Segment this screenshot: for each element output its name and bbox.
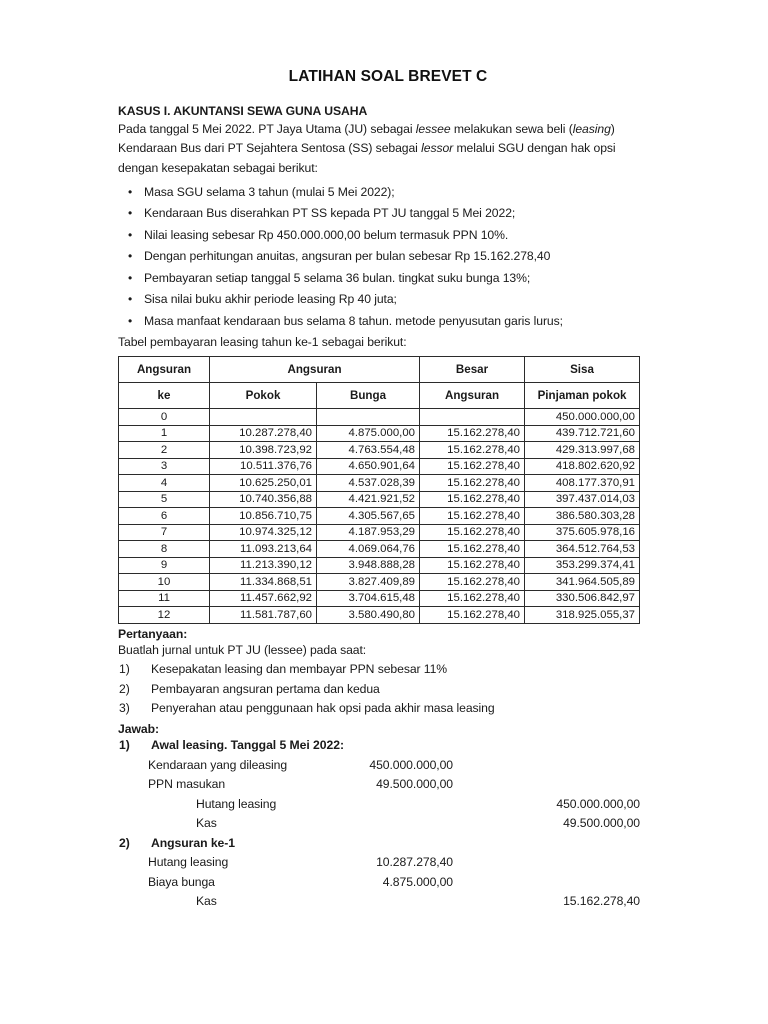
intro-paragraph [118, 120, 658, 178]
cell-besar: 15.162.278,40 [420, 491, 525, 508]
intro-italic-lessor: lessor [421, 141, 454, 156]
cell-sisa: 330.506.842,97 [525, 590, 640, 607]
journal-title-label: Angsuran ke-1 [151, 835, 236, 850]
list-item [118, 225, 658, 247]
list-item [118, 311, 658, 333]
questions-lead: Buatlah jurnal untuk PT JU (lessee) pada saat: [118, 642, 367, 657]
cell-ke: 11 [119, 590, 210, 607]
th-angsuran: Angsuran [420, 383, 525, 409]
journal-line [118, 853, 658, 873]
cell-pokok: 10.856.710,75 [210, 508, 317, 525]
table-row [119, 524, 640, 541]
cell-besar: 15.162.278,40 [420, 475, 525, 492]
list-item-label: Kendaraan Bus diserahkan PT SS kepada PT JU tanggal 5 Mei 2022; [144, 206, 516, 221]
th-besar: Besar [420, 357, 525, 383]
list-item-label: Dengan perhitungan anuitas, angsuran per bulan sebesar Rp 15.162.278,40 [144, 249, 551, 264]
table-header [119, 357, 640, 409]
journal-credit-amount: 450.000.000,00 [556, 796, 640, 811]
journal-line [118, 892, 658, 912]
journal-credit-amount [453, 756, 640, 776]
cell-pokok: 11.581.787,60 [210, 607, 317, 624]
journal-debit-amount: 4.875.000,00 [382, 874, 453, 889]
journal-debit-amount: 49.500.000,00 [376, 777, 453, 792]
cell-bunga: 3.704.615,48 [317, 590, 420, 607]
cell-ke: 0 [119, 409, 210, 426]
cell-pokok: 11.093.213,64 [210, 541, 317, 558]
journal-entry-2-title [118, 834, 658, 854]
cell-sisa: 450.000.000,00 [525, 409, 640, 426]
list-marker: 1) [119, 662, 130, 677]
journal-account-label: Hutang leasing [148, 855, 229, 870]
cell-sisa: 418.802.620,92 [525, 458, 640, 475]
list-item-label: Penyerahan atau penggunaan hak opsi pada akhir masa leasing [151, 701, 495, 716]
list-item [118, 680, 658, 700]
cell-sisa: 429.313.997,68 [525, 442, 640, 459]
journal-entry-2 [118, 834, 658, 912]
table-row [119, 557, 640, 574]
list-item [118, 182, 658, 204]
list-marker: 2) [119, 835, 130, 850]
bullet-icon: • [128, 292, 133, 307]
cell-besar: 15.162.278,40 [420, 541, 525, 558]
cell-bunga: 4.650.901,64 [317, 458, 420, 475]
journal-entry-1-title [118, 736, 658, 756]
table-row [119, 491, 640, 508]
cell-bunga: 4.069.064,76 [317, 541, 420, 558]
cell-pokok: 10.287.278,40 [210, 425, 317, 442]
list-item [118, 246, 658, 268]
bullet-icon: • [128, 313, 133, 328]
journal-credit-amount [453, 873, 640, 893]
cell-sisa: 397.437.014,03 [525, 491, 640, 508]
list-item [118, 699, 658, 719]
list-marker: 2) [119, 681, 130, 696]
amortization-table [118, 356, 640, 624]
cell-bunga: 3.580.490,80 [317, 607, 420, 624]
cell-sisa: 341.964.505,89 [525, 574, 640, 591]
th-pokok: Pokok [210, 383, 317, 409]
intro-text-6: dengan kesepakatan sebagai berikut: [118, 160, 318, 175]
journal-debit-amount [318, 795, 453, 815]
cell-pokok: 10.625.250,01 [210, 475, 317, 492]
cell-ke: 4 [119, 475, 210, 492]
cell-bunga [317, 409, 420, 426]
table-row [119, 475, 640, 492]
journal-credit-amount: 15.162.278,40 [563, 894, 640, 909]
cell-ke: 1 [119, 425, 210, 442]
intro-italic-leasing: leasing [572, 122, 611, 136]
cell-sisa: 439.712.721,60 [525, 425, 640, 442]
cell-bunga: 4.421.921,52 [317, 491, 420, 508]
cell-besar: 15.162.278,40 [420, 524, 525, 541]
cell-ke: 6 [119, 508, 210, 525]
th-pinjaman-pokok: Pinjaman pokok [525, 383, 640, 409]
cell-besar: 15.162.278,40 [420, 442, 525, 459]
terms-bullet-list [118, 182, 658, 333]
journal-title-label: Awal leasing. Tanggal 5 Mei 2022: [151, 738, 344, 753]
list-item-label: Masa manfaat kendaraan bus selama 8 tahun. metode penyusutan garis lurus; [144, 313, 563, 328]
cell-ke: 7 [119, 524, 210, 541]
cell-besar: 15.162.278,40 [420, 458, 525, 475]
table-row [119, 541, 640, 558]
cell-ke: 2 [119, 442, 210, 459]
journal-line [118, 795, 658, 815]
list-marker: 1) [119, 738, 130, 753]
list-item [118, 203, 658, 225]
cell-sisa: 375.605.978,16 [525, 524, 640, 541]
cell-sisa: 364.512.764,53 [525, 541, 640, 558]
table-row [119, 442, 640, 459]
cell-ke: 5 [119, 491, 210, 508]
cell-besar: 15.162.278,40 [420, 574, 525, 591]
table-header-row-2 [119, 383, 640, 409]
th-angsuran-group: Angsuran [210, 357, 420, 383]
intro-text-2: melakukan sewa beli ( [450, 122, 573, 136]
journal-debit-amount [318, 892, 453, 912]
cell-pokok: 10.511.376,76 [210, 458, 317, 475]
case-heading: KASUS I. AKUNTANSI SEWA GUNA USAHA [118, 104, 368, 118]
intro-text-4: Kendaraan Bus dari PT Sejahtera Sentosa (SS) sebagai [118, 141, 422, 156]
journal-line [118, 756, 658, 776]
journal-debit-amount [318, 814, 453, 834]
cell-besar: 15.162.278,40 [420, 590, 525, 607]
table-caption: Tabel pembayaran leasing tahun ke-1 sebagai berikut: [118, 335, 407, 350]
journal-account-label: Kas [196, 894, 217, 909]
cell-bunga: 4.187.953,29 [317, 524, 420, 541]
table-row [119, 574, 640, 591]
journal-debit-amount: 450.000.000,00 [369, 757, 453, 772]
cell-bunga: 4.305.567,65 [317, 508, 420, 525]
journal-line [118, 873, 658, 893]
cell-bunga: 4.763.554,48 [317, 442, 420, 459]
table-row [119, 590, 640, 607]
cell-ke: 9 [119, 557, 210, 574]
th-angsuran-ke: Angsuran [119, 357, 210, 383]
questions-heading: Pertanyaan: [118, 626, 188, 641]
cell-sisa: 353.299.374,41 [525, 557, 640, 574]
list-item-label: Sisa nilai buku akhir periode leasing Rp 40 juta; [144, 292, 397, 307]
journal-account-label: Hutang leasing [196, 796, 277, 811]
list-item [118, 660, 658, 680]
table-header-row-1 [119, 357, 640, 383]
journal-account-label: Biaya bunga [148, 874, 215, 889]
table-row [119, 458, 640, 475]
cell-pokok: 10.740.356,88 [210, 491, 317, 508]
cell-pokok: 10.974.325,12 [210, 524, 317, 541]
answers-heading: Jawab: [118, 722, 160, 737]
intro-text-1: Pada tanggal 5 Mei 2022. PT Jaya Utama (JU) sebagai [118, 122, 416, 136]
cell-pokok: 11.334.868,51 [210, 574, 317, 591]
list-item-label: Pembayaran setiap tanggal 5 selama 36 bulan. tingkat suku bunga 13%; [144, 270, 531, 285]
cell-pokok [210, 409, 317, 426]
cell-pokok: 10.398.723,92 [210, 442, 317, 459]
list-item [118, 289, 658, 311]
table-row [119, 607, 640, 624]
th-sisa: Sisa [525, 357, 640, 383]
journal-account-label: Kas [196, 816, 217, 831]
journal-entry-1 [118, 736, 658, 834]
th-ke: ke [119, 383, 210, 409]
list-item-label: Masa SGU selama 3 tahun (mulai 5 Mei 2022); [144, 184, 395, 199]
table-row [119, 409, 640, 426]
journal-credit-amount [453, 775, 640, 795]
bullet-icon: • [128, 184, 133, 199]
journal-credit-amount: 49.500.000,00 [563, 816, 640, 831]
journal-debit-amount: 10.287.278,40 [376, 855, 453, 870]
table-body [119, 409, 640, 624]
cell-bunga: 4.537.028,39 [317, 475, 420, 492]
journal-credit-amount [453, 853, 640, 873]
cell-besar [420, 409, 525, 426]
cell-besar: 15.162.278,40 [420, 508, 525, 525]
list-marker: 3) [119, 701, 130, 716]
list-item [118, 268, 658, 290]
cell-bunga: 3.827.409,89 [317, 574, 420, 591]
table-row [119, 508, 640, 525]
intro-italic-lessee: lessee [415, 122, 451, 136]
cell-ke: 8 [119, 541, 210, 558]
intro-text-5: melalui SGU dengan hak opsi [453, 141, 616, 156]
bullet-icon: • [128, 227, 133, 242]
cell-besar: 15.162.278,40 [420, 425, 525, 442]
journal-line [118, 814, 658, 834]
list-item-label: Kesepakatan leasing dan membayar PPN sebesar 11% [151, 662, 448, 677]
cell-besar: 15.162.278,40 [420, 557, 525, 574]
list-item-label: Pembayaran angsuran pertama dan kedua [151, 681, 380, 696]
cell-pokok: 11.457.662,92 [210, 590, 317, 607]
page-title: LATIHAN SOAL BREVET C [288, 68, 488, 85]
bullet-icon: • [128, 249, 133, 264]
cell-ke: 10 [119, 574, 210, 591]
cell-sisa: 408.177.370,91 [525, 475, 640, 492]
cell-bunga: 4.875.000,00 [317, 425, 420, 442]
cell-ke: 12 [119, 607, 210, 624]
table-row [119, 425, 640, 442]
journal-account-label: Kendaraan yang dileasing [148, 757, 288, 772]
questions-list [118, 660, 658, 719]
cell-besar: 15.162.278,40 [420, 607, 525, 624]
journal-line [118, 775, 658, 795]
cell-sisa: 386.580.303,28 [525, 508, 640, 525]
intro-text-3: ) [610, 122, 615, 136]
bullet-icon: • [128, 206, 133, 221]
th-bunga: Bunga [317, 383, 420, 409]
journal-account-label: PPN masukan [148, 777, 226, 792]
cell-sisa: 318.925.055,37 [525, 607, 640, 624]
cell-bunga: 3.948.888,28 [317, 557, 420, 574]
cell-ke: 3 [119, 458, 210, 475]
bullet-icon: • [128, 270, 133, 285]
list-item-label: Nilai leasing sebesar Rp 450.000.000,00 belum termasuk PPN 10%. [144, 227, 509, 242]
cell-pokok: 11.213.390,12 [210, 557, 317, 574]
